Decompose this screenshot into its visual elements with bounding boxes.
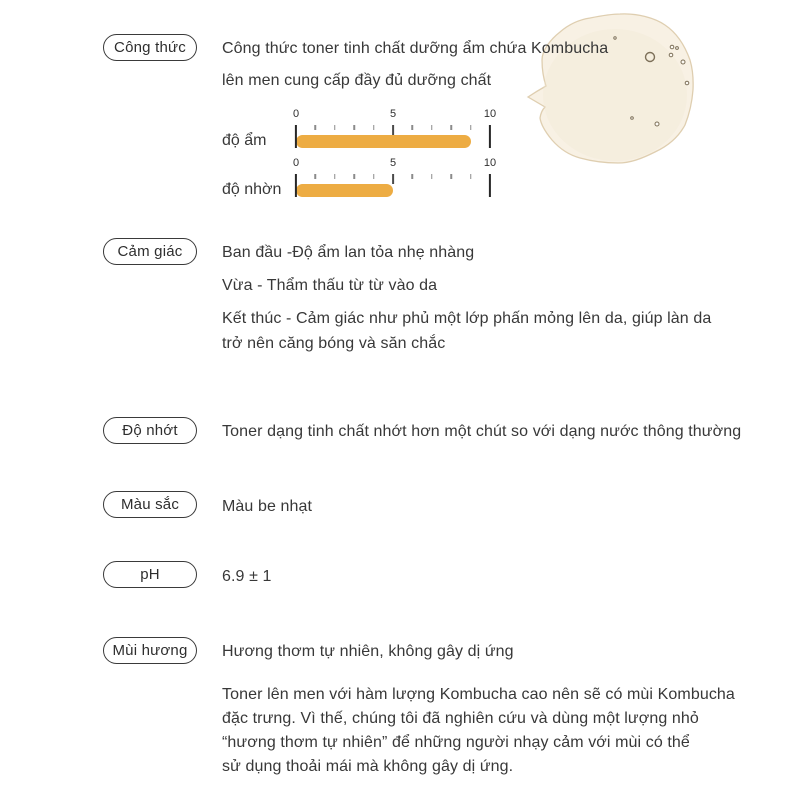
chart-row-do-nhon xyxy=(292,157,497,199)
toner-texture-swatch xyxy=(505,0,705,180)
minor-tick xyxy=(334,125,336,130)
cong-thuc-line-1: Công thức toner tinh chất dưỡng ẩm chứa Kombucha xyxy=(222,40,609,57)
section-label-mau-sac xyxy=(103,491,197,518)
bubble xyxy=(676,47,679,50)
major-tick xyxy=(392,125,394,135)
minor-tick xyxy=(353,174,355,179)
section-label-mui-huong xyxy=(103,637,197,664)
minor-tick xyxy=(315,174,317,179)
major-tick xyxy=(392,174,394,184)
cam-giac-line-2: Vừa - Thẩm thấu từ từ vào da xyxy=(222,277,438,294)
section-label-text: Độ nhớt xyxy=(122,422,178,439)
section-label-text: pH xyxy=(140,566,160,583)
section-label-cam-giac xyxy=(103,238,197,265)
major-tick xyxy=(295,174,297,197)
minor-tick xyxy=(315,125,317,130)
minor-tick xyxy=(353,125,355,130)
mui-huong-para-line-3: “hương thơm tự nhiên” để những người nhạy cảm với mùi có thể xyxy=(222,734,690,751)
minor-tick xyxy=(470,174,472,179)
chart-category-do-nhon: độ nhờn xyxy=(222,181,282,198)
bubble xyxy=(681,60,685,64)
section-label-text: Cảm giác xyxy=(117,243,183,260)
ph-value: 6.9 ± 1 xyxy=(222,568,272,585)
mui-huong-para-line-4: sử dụng thoải mái mà không gây dị ứng. xyxy=(222,758,514,775)
cam-giac-line-4: trở nên căng bóng và săn chắc xyxy=(222,335,446,352)
section-label-do-nhot xyxy=(103,417,197,444)
minor-tick xyxy=(431,174,433,179)
major-tick xyxy=(489,125,491,148)
tick-label-5: 5 xyxy=(389,157,397,169)
section-label-text: Mùi hương xyxy=(112,642,188,659)
tick-label-5: 5 xyxy=(389,108,397,120)
mui-huong-para-line-1: Toner lên men với hàm lượng Kombucha cao nên sẽ có mùi Kombucha xyxy=(222,686,735,703)
minor-tick xyxy=(450,125,452,130)
section-label-text: Màu sắc xyxy=(120,496,180,513)
major-tick xyxy=(295,125,297,148)
section-label-cong-thuc xyxy=(103,34,197,61)
major-tick xyxy=(489,174,491,197)
tick-label-10: 10 xyxy=(483,157,497,169)
bubble xyxy=(685,81,689,85)
mui-huong-para-line-2: đặc trưng. Vì thế, chúng tôi đã nghiên cứu và dùng một lượng nhỏ xyxy=(222,710,699,727)
cam-giac-line-3: Kết thúc - Cảm giác như phủ một lớp phấn mỏng lên da, giúp làn da xyxy=(222,310,712,327)
minor-tick xyxy=(450,174,452,179)
minor-tick xyxy=(470,125,472,130)
minor-tick xyxy=(373,125,375,130)
mau-sac-line-1: Màu be nhạt xyxy=(222,498,313,515)
cong-thuc-line-2: lên men cung cấp đầy đủ dưỡng chất xyxy=(222,72,492,89)
minor-tick xyxy=(431,125,433,130)
tick-label-10: 10 xyxy=(483,108,497,120)
bubble xyxy=(631,117,634,120)
tick-label-0: 0 xyxy=(292,108,300,120)
bubble xyxy=(655,122,659,126)
tick-label-0: 0 xyxy=(292,157,300,169)
bubble xyxy=(670,45,674,49)
bubble xyxy=(669,53,673,57)
cam-giac-line-1: Ban đầu -Độ ẩm lan tỏa nhẹ nhàng xyxy=(222,244,475,261)
section-label-ph xyxy=(103,561,197,588)
scale-ticks xyxy=(296,157,490,199)
section-label-text: Công thức xyxy=(114,39,186,56)
minor-tick xyxy=(373,174,375,179)
minor-tick xyxy=(412,125,414,130)
chart-row-do-am xyxy=(292,108,497,150)
do-nhot-line-1: Toner dạng tinh chất nhớt hơn một chút so với dạng nước thông thường xyxy=(222,423,742,440)
minor-tick xyxy=(412,174,414,179)
mui-huong-line-1: Hương thơm tự nhiên, không gây dị ứng xyxy=(222,643,514,660)
bubble xyxy=(614,37,616,39)
chart-category-do-am: độ ẩm xyxy=(222,132,267,149)
scale-ticks xyxy=(296,108,490,150)
minor-tick xyxy=(334,174,336,179)
